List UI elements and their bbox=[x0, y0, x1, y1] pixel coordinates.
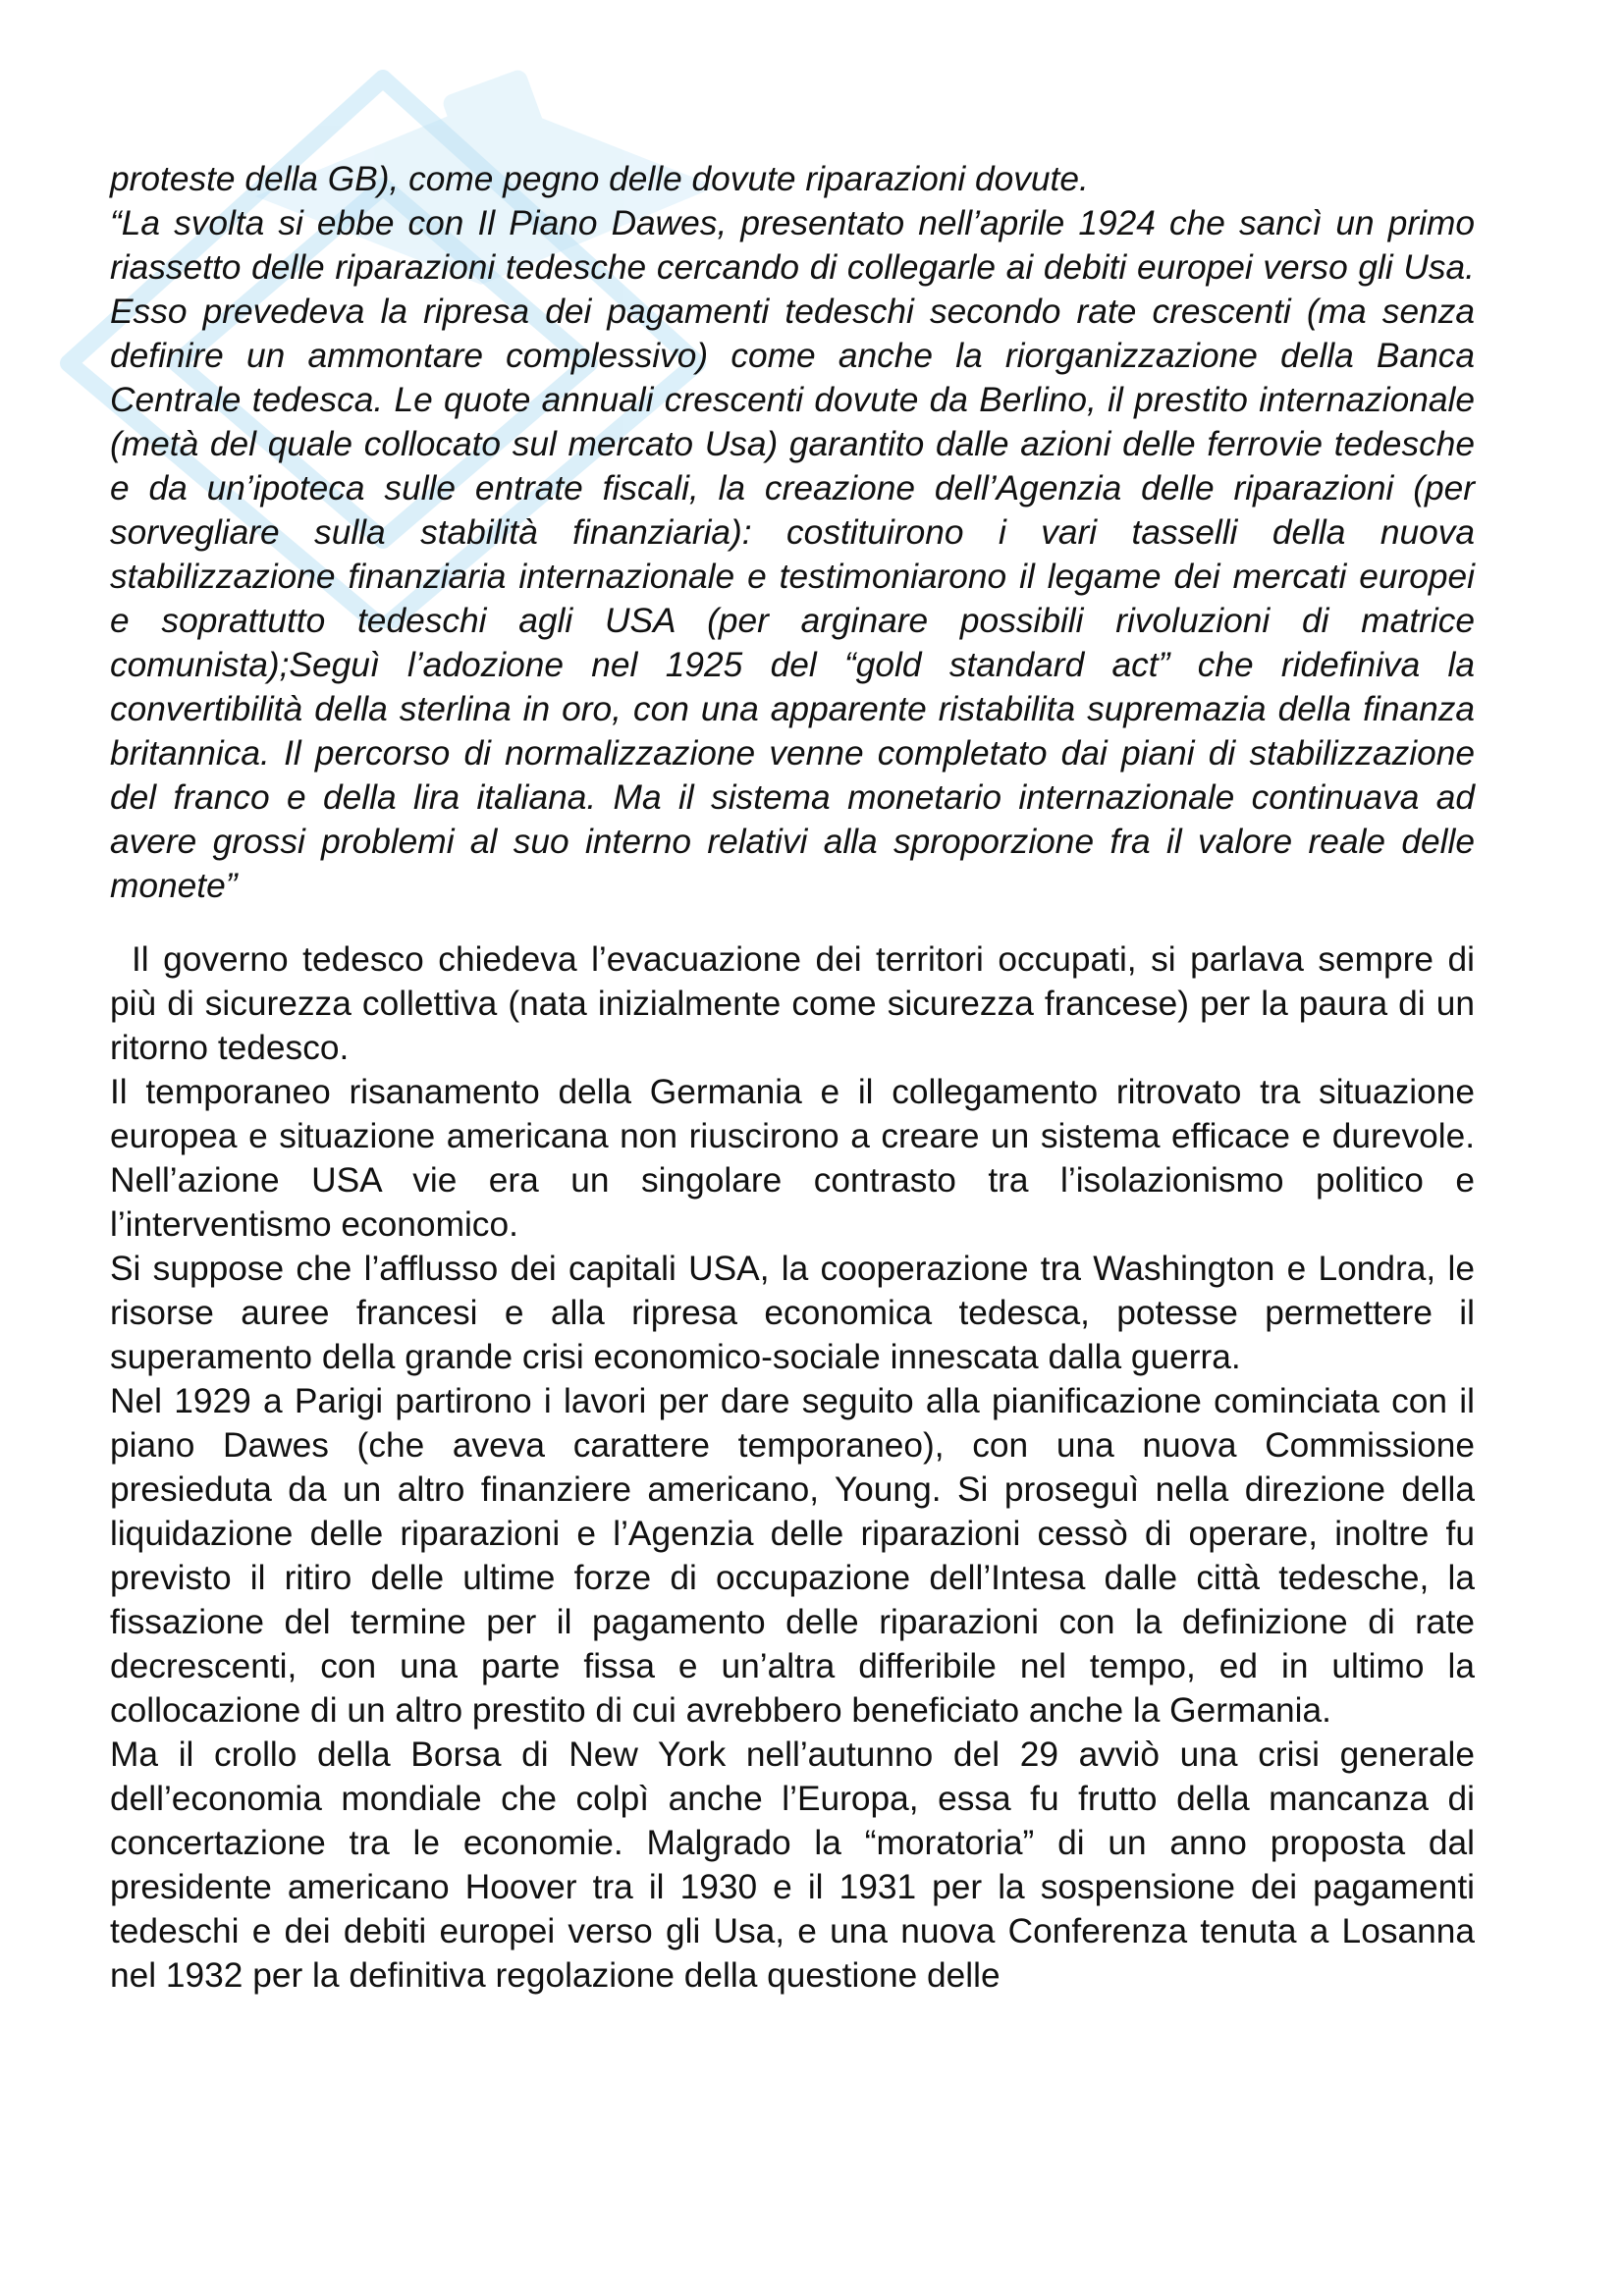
body-paragraph-1: Il governo tedesco chiedeva l’evacuazione dei territori occupati, si parlava sempre di più di sicurezza collettiva (nata inizialmente come sicurezza francese) per la paura di un ritorno tedesco. bbox=[110, 940, 1475, 1067]
quote-paragraph-2: “La svolta si ebbe con Il Piano Dawes, presentato nell’aprile 1924 che sancì un primo riassetto delle riparazioni tedesche cercando di collegarle ai debiti europei verso gli Usa. Esso prevedeva la ripresa dei pagamenti tedeschi secondo rate crescenti (ma senza definire un ammontare complessivo) come anche la riorganizzazione della Banca Centrale tedesca. Le quote annuali crescenti dovute da Berlino, il prestito internazionale (metà del quale collocato sul mercato Usa) garantito dalle azioni delle ferrovie tedesche e da un’ipoteca sulle entrate fiscali, la creazione dell’Agenzia delle riparazioni (per sorvegliare sulla stabilità finanziaria): costituirono i vari tasselli della nuova stabilizzazione finanziaria internazionale e testimoniarono il legame dei mercati europei e soprattutto tedeschi agli USA (per arginare possibili rivoluzioni di matrice comunista);Seguì l’adozione nel 1925 del “gold standard act” che ridefiniva la convertibilità della sterlina in oro, con una apparente ristabilita supremazia della finanza britannica. Il percorso di normalizzazione venne completato dai piani di stabilizzazione del franco e della lira italiana. Ma il sistema monetario internazionale continuava ad avere grossi problemi al suo interno relativi alla sproporzione fra il valore reale delle monete” bbox=[110, 204, 1475, 905]
quote-paragraph-1: proteste della GB), come pegno delle dovute riparazioni dovute. bbox=[110, 160, 1089, 198]
body-paragraph-5: Ma il crollo della Borsa di New York nell’autunno del 29 avviò una crisi generale dell’economia mondiale che colpì anche l’Europa, essa fu frutto della mancanza di concertazione tra le economie. Malgrado la “moratoria” di un anno proposta dal presidente americano Hoover tra il 1930 e il 1931 per la sospensione dei pagamenti tedeschi e dei debiti europei verso gli Usa, e una nuova Conferenza tenuta a Losanna nel 1932 per la definitiva regolazione della questione delle bbox=[110, 1735, 1475, 1995]
body-paragraph-4: Nel 1929 a Parigi partirono i lavori per dare seguito alla pianificazione cominciata con il piano Dawes (che aveva carattere temporaneo), con una nuova Commissione presieduta da un altro finanziere americano, Young. Si proseguì nella direzione della liquidazione delle riparazioni e l’Agenzia delle riparazioni cessò di operare, inoltre fu previsto il ritiro delle ultime forze di occupazione dell’Intesa dalle città tedesche, la fissazione del termine per il pagamento delle riparazioni con la definizione di rate decrescenti, con una parte fissa e un’altra differibile nel tempo, ed in ultimo la collocazione di un altro prestito di cui avrebbero beneficiato anche la Germania. bbox=[110, 1382, 1475, 1730]
document-page bbox=[110, 157, 1475, 1998]
body-paragraph-3: Si suppose che l’afflusso dei capitali USA, la cooperazione tra Washington e Londra, le risorse auree francesi e alla ripresa economica tedesca, potesse permettere il superamento della grande crisi economico-sociale innescata dalla guerra. bbox=[110, 1250, 1475, 1376]
paragraph-gap bbox=[110, 908, 1475, 937]
body-paragraph-2: Il temporaneo risanamento della Germania e il collegamento ritrovato tra situazione europea e situazione americana non riuscirono a creare un sistema efficace e durevole. Nell’azione USA vie era un singolare contrasto tra l’isolazionismo politico e l’interventismo economico. bbox=[110, 1073, 1475, 1244]
